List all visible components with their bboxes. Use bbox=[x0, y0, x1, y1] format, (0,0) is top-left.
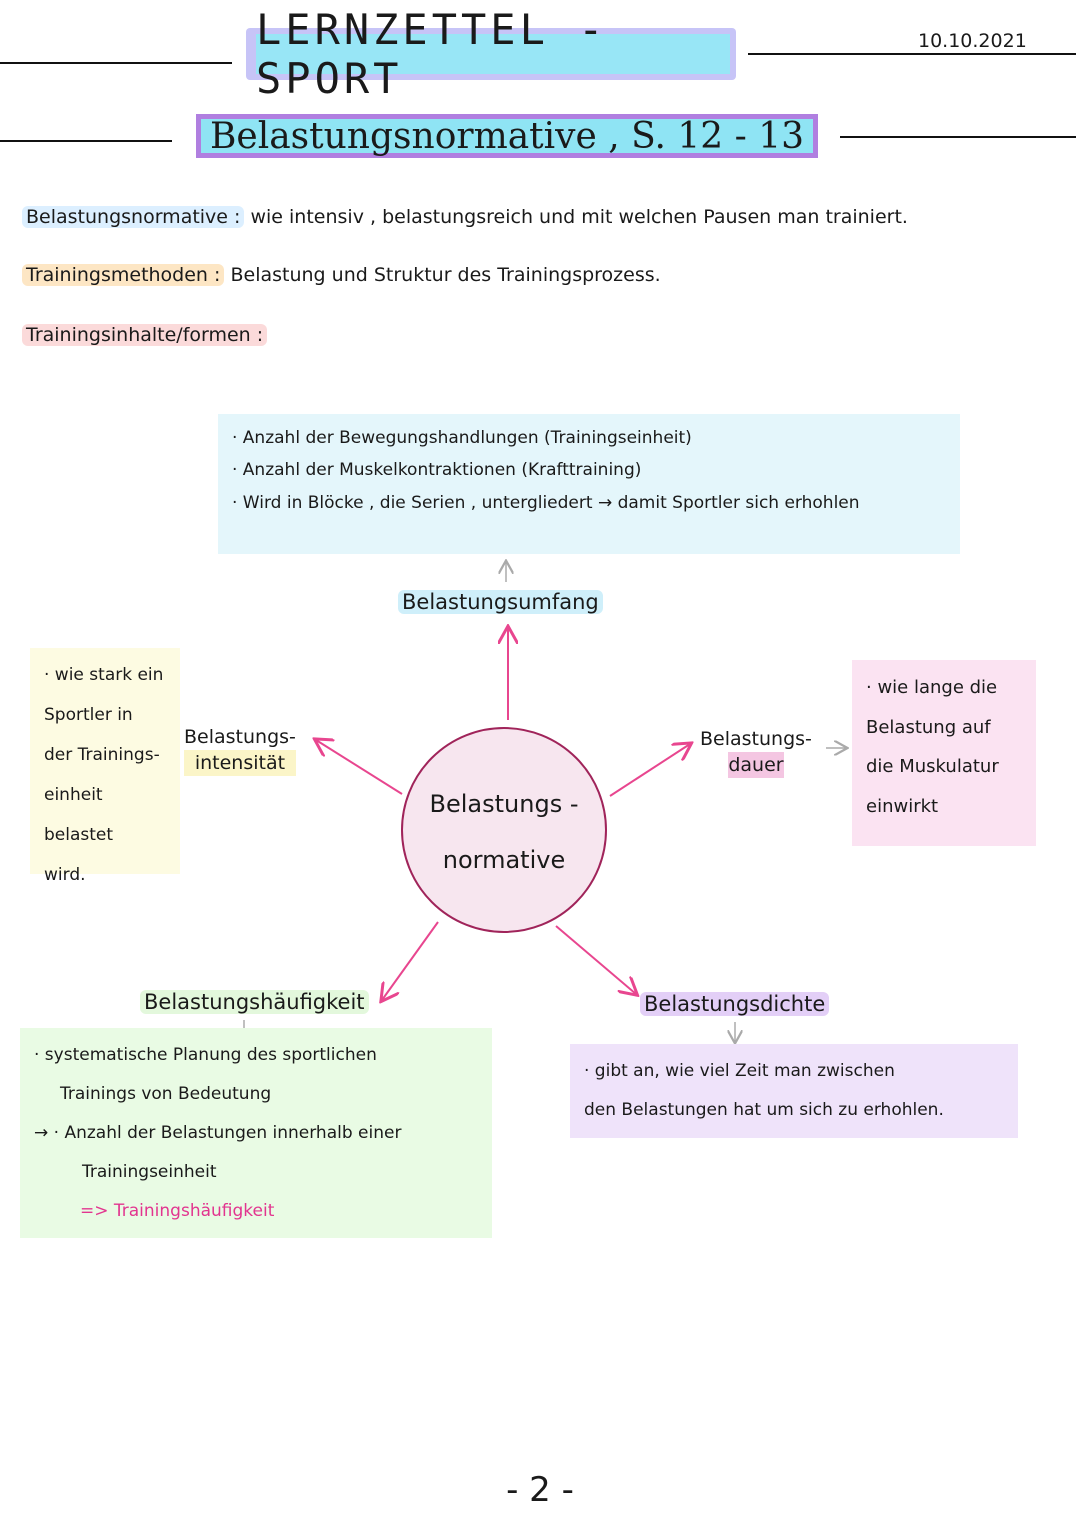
dichte-box bbox=[570, 1044, 1018, 1138]
label-line: Belastungs- bbox=[700, 728, 812, 750]
definition-term: Belastungsnormative : bbox=[22, 206, 244, 228]
dauer-line: Belastung auf bbox=[866, 716, 991, 738]
dauer-box bbox=[852, 660, 1036, 846]
intensitaet-box bbox=[30, 648, 180, 885]
intensitaet-line: der Trainings- bbox=[44, 744, 160, 765]
label-belastungshaeufigkeit: Belastungshäufigkeit bbox=[140, 990, 369, 1014]
dauer-line: die Muskulatur bbox=[866, 756, 999, 778]
definition-text: Belastung und Struktur des Trainingsprozess. bbox=[230, 264, 661, 286]
definition-text: wie intensiv , belastungsreich und mit welchen Pausen man trainiert. bbox=[250, 206, 908, 228]
intensitaet-line: Sportler in bbox=[44, 704, 133, 725]
haeufigkeit-item: → · Anzahl der Belastungen innerhalb einer bbox=[34, 1123, 402, 1144]
umfang-item: · Wird in Blöcke , die Serien , untergliedert → damit Sportler sich erhohlen bbox=[232, 492, 860, 513]
label-line: Belastungs- bbox=[184, 726, 296, 748]
haeufigkeit-item: Trainings von Bedeutung bbox=[60, 1084, 272, 1105]
label-line: dauer bbox=[728, 754, 784, 776]
haeufigkeit-box bbox=[20, 1028, 492, 1238]
intensitaet-line: wird. bbox=[44, 864, 86, 885]
label-line: intensität bbox=[184, 750, 296, 776]
haeufigkeit-item: Trainingseinheit bbox=[82, 1162, 217, 1183]
intensitaet-line: einheit belastet bbox=[44, 784, 114, 845]
label-belastungsdichte: Belastungsdichte bbox=[640, 992, 829, 1016]
label-belastungsdauer bbox=[696, 726, 816, 778]
date: 10.10.2021 bbox=[918, 30, 1027, 52]
page-title-text: LERNZETTEL - SPORT bbox=[256, 34, 730, 74]
haeufigkeit-conclusion: => Trainingshäufigkeit bbox=[80, 1201, 275, 1222]
definition-term: Trainingsmethoden : bbox=[22, 264, 224, 286]
intensitaet-line: · wie stark ein bbox=[44, 665, 164, 685]
definition-term: Trainingsinhalte/formen : bbox=[22, 324, 267, 346]
center-node-line: Belastungs - bbox=[429, 790, 579, 818]
dauer-line: · wie lange die bbox=[866, 677, 998, 698]
dichte-line: · gibt an, wie viel Zeit man zwischen bbox=[584, 1061, 895, 1081]
dichte-line: den Belastungen hat um sich zu erhohlen. bbox=[584, 1100, 944, 1121]
center-node-line: normative bbox=[442, 846, 566, 874]
dauer-line: einwirkt bbox=[866, 795, 939, 817]
haeufigkeit-item: · systematische Planung des sportlichen bbox=[34, 1045, 377, 1065]
subtitle-text: Belastungsnormative , S. 12 - 13 bbox=[201, 119, 813, 153]
label-belastungsintensitaet bbox=[180, 724, 300, 776]
umfang-item: · Anzahl der Bewegungshandlungen (Trainingseinheit) bbox=[232, 428, 692, 448]
umfang-item: · Anzahl der Muskelkontraktionen (Krafttraining) bbox=[232, 460, 642, 481]
label-belastungsumfang: Belastungsumfang bbox=[398, 590, 603, 614]
page-number: - 2 - bbox=[506, 1470, 574, 1510]
umfang-box bbox=[218, 414, 960, 554]
center-node bbox=[404, 776, 604, 888]
